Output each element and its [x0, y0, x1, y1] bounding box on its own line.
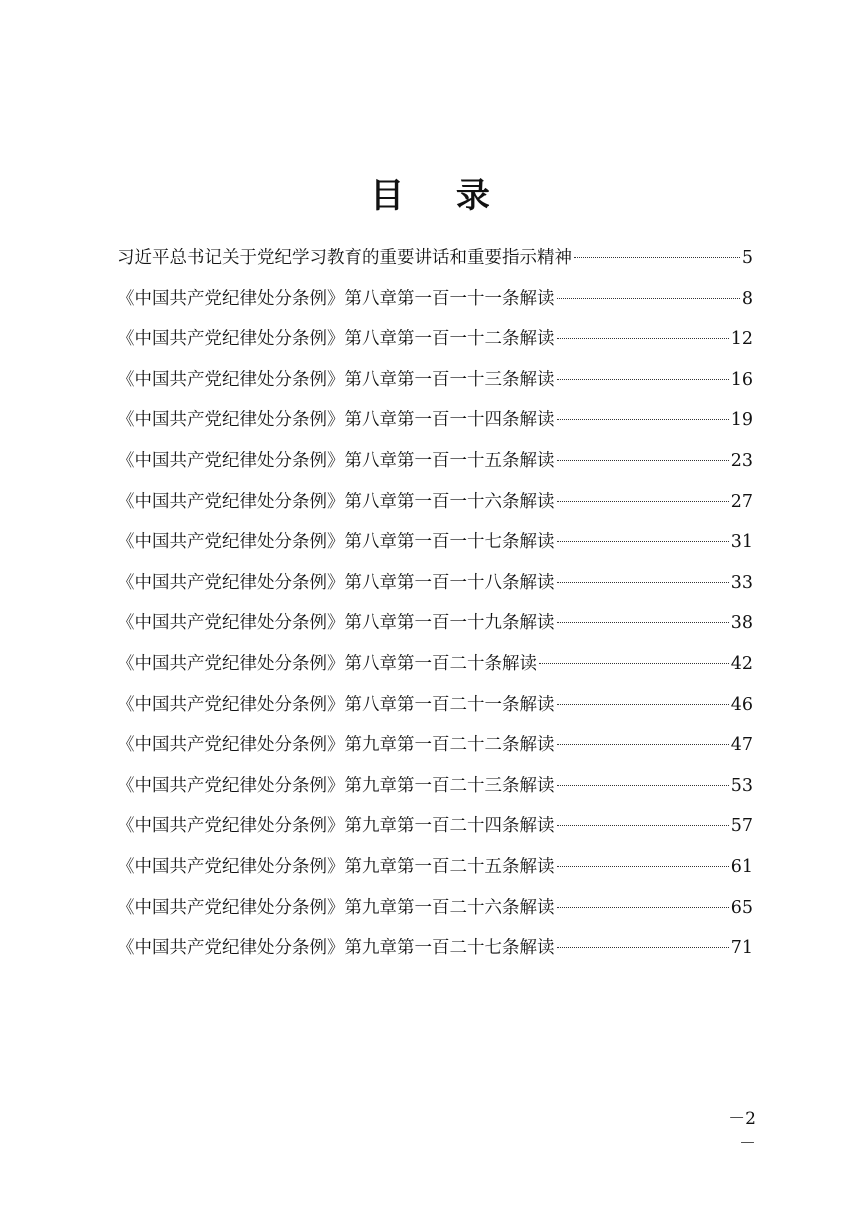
toc-entry-page: 33: [730, 572, 753, 593]
page-title: 目 录: [370, 175, 510, 216]
toc-entry-title: 《中国共产党纪律处分条例》第九章第一百二十二条解读: [117, 735, 555, 756]
toc-entry[interactable]: [117, 928, 753, 969]
toc-entry[interactable]: [117, 522, 753, 563]
toc-entry[interactable]: [117, 685, 753, 726]
toc-entry-title: 《中国共产党纪律处分条例》第八章第一百一十四条解读: [117, 410, 555, 431]
table-of-contents: [117, 238, 753, 969]
toc-entry-title: 《中国共产党纪律处分条例》第八章第一百二十条解读: [117, 653, 537, 674]
toc-entry[interactable]: [117, 563, 753, 604]
toc-entry-page: 27: [730, 491, 753, 512]
toc-entry-title: 《中国共产党纪律处分条例》第八章第一百一十五条解读: [117, 450, 555, 471]
toc-entry-title: 习近平总书记关于党纪学习教育的重要讲话和重要指示精神: [117, 248, 572, 268]
page-number: －2－: [728, 1109, 756, 1154]
toc-dot-leader: [557, 947, 729, 948]
toc-entry-page: 23: [730, 450, 753, 471]
toc-dot-leader: [557, 541, 729, 542]
toc-entry-title: 《中国共产党纪律处分条例》第八章第一百一十一条解读: [117, 288, 555, 309]
toc-entry-page: 46: [730, 694, 753, 715]
toc-entry[interactable]: [117, 400, 753, 441]
toc-entry-page: 31: [730, 532, 753, 553]
toc-entry[interactable]: [117, 847, 753, 888]
toc-entry-page: 12: [730, 329, 753, 350]
toc-entry-title: 《中国共产党纪律处分条例》第九章第一百二十五条解读: [117, 856, 555, 877]
toc-dot-leader: [574, 257, 740, 258]
toc-entry-page: 53: [730, 775, 753, 796]
toc-entry-page: 19: [730, 410, 753, 431]
toc-entry[interactable]: [117, 603, 753, 644]
toc-dot-leader: [557, 582, 729, 583]
toc-entry-title: 《中国共产党纪律处分条例》第八章第一百一十三条解读: [117, 369, 555, 390]
toc-dot-leader: [557, 501, 729, 502]
toc-entry-title: 《中国共产党纪律处分条例》第八章第一百一十八条解读: [117, 572, 555, 593]
toc-entry-title: 《中国共产党纪律处分条例》第九章第一百二十六条解读: [117, 897, 555, 918]
toc-entry-title: 《中国共产党纪律处分条例》第八章第一百一十六条解读: [117, 491, 555, 512]
toc-entry-page: 65: [730, 897, 753, 918]
toc-dot-leader: [557, 744, 729, 745]
toc-dot-leader: [539, 663, 729, 664]
toc-entry-page: 42: [730, 653, 753, 674]
toc-dot-leader: [557, 298, 740, 299]
toc-entry-page: 57: [730, 816, 753, 837]
toc-entry-title: 《中国共产党纪律处分条例》第八章第一百二十一条解读: [117, 694, 555, 715]
toc-entry[interactable]: [117, 888, 753, 929]
toc-entry[interactable]: [117, 319, 753, 360]
toc-entry-page: 8: [741, 288, 753, 309]
toc-entry-title: 《中国共产党纪律处分条例》第九章第一百二十七条解读: [117, 938, 555, 959]
toc-dot-leader: [557, 825, 729, 826]
toc-entry-page: 61: [730, 856, 753, 877]
toc-entry-title: 《中国共产党纪律处分条例》第八章第一百一十七条解读: [117, 532, 555, 553]
toc-entry[interactable]: [117, 279, 753, 320]
toc-entry[interactable]: [117, 360, 753, 401]
toc-entry[interactable]: [117, 238, 753, 279]
toc-entry[interactable]: [117, 806, 753, 847]
toc-entry-page: 5: [741, 248, 753, 268]
toc-dot-leader: [557, 338, 729, 339]
toc-entry[interactable]: [117, 725, 753, 766]
toc-dot-leader: [557, 379, 729, 380]
toc-dot-leader: [557, 622, 729, 623]
toc-entry-page: 16: [730, 369, 753, 390]
toc-dot-leader: [557, 866, 729, 867]
toc-entry-page: 71: [730, 938, 753, 959]
toc-entry-page: 47: [730, 735, 753, 756]
toc-dot-leader: [557, 419, 729, 420]
toc-entry-title: 《中国共产党纪律处分条例》第九章第一百二十四条解读: [117, 816, 555, 837]
toc-entry[interactable]: [117, 482, 753, 523]
toc-dot-leader: [557, 907, 729, 908]
toc-entry[interactable]: [117, 441, 753, 482]
toc-dot-leader: [557, 704, 729, 705]
toc-entry[interactable]: [117, 644, 753, 685]
toc-entry-title: 《中国共产党纪律处分条例》第八章第一百一十二条解读: [117, 329, 555, 350]
toc-entry-title: 《中国共产党纪律处分条例》第九章第一百二十三条解读: [117, 775, 555, 796]
toc-dot-leader: [557, 785, 729, 786]
toc-entry-page: 38: [730, 613, 753, 634]
toc-entry-title: 《中国共产党纪律处分条例》第八章第一百一十九条解读: [117, 613, 555, 634]
toc-dot-leader: [557, 460, 729, 461]
toc-entry[interactable]: [117, 766, 753, 807]
